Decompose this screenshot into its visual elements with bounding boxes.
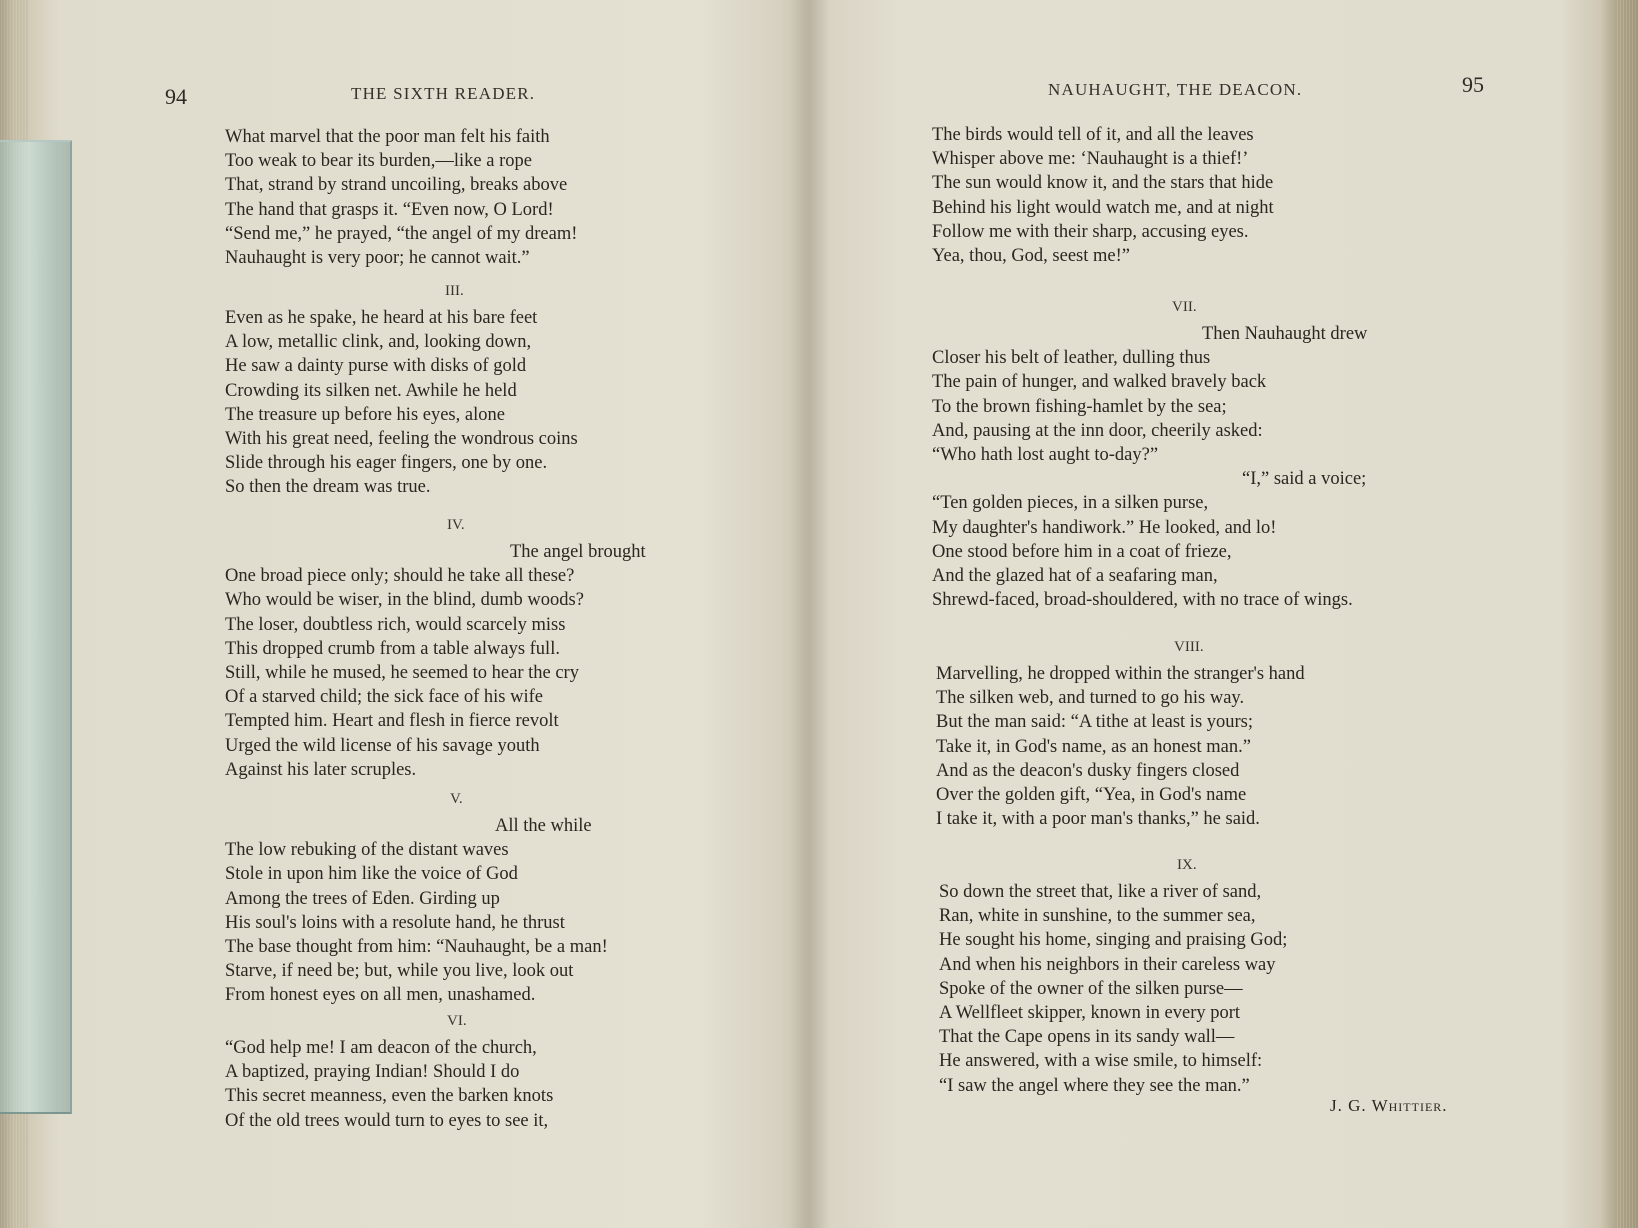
section-numeral: IV.	[447, 517, 465, 533]
section-numeral: VII.	[1172, 299, 1197, 315]
section-numeral: III.	[445, 283, 464, 299]
verse-line: The base thought from him: “Nauhaught, be a man!	[225, 937, 608, 958]
verse-line: The pain of hunger, and walked bravely back	[932, 372, 1267, 393]
right-page	[830, 0, 1638, 1228]
verse-line: Ran, white in sunshine, to the summer sea,	[939, 906, 1256, 927]
verse-line: Slide through his eager fingers, one by one.	[225, 453, 548, 474]
verse-line: Closer his belt of leather, dulling thus	[932, 348, 1211, 369]
verse-line: Stole in upon him like the voice of God	[225, 864, 518, 885]
verse-line: This dropped crumb from a table always full.	[225, 638, 560, 659]
verse-line: Then Nauhaught drew	[1202, 324, 1368, 344]
verse-line: So then the dream was true.	[225, 477, 431, 498]
verse-line: The hand that grasps it. “Even now, O Lord!	[225, 199, 554, 220]
verse-line: Urged the wild license of his savage youth	[225, 735, 540, 756]
verse-line: And, pausing at the inn door, cheerily asked:	[932, 420, 1263, 441]
verse-line: The birds would tell of it, and all the leaves	[932, 125, 1254, 145]
verse-line: With his great need, feeling the wondrous coins	[225, 429, 578, 450]
verse-line: Yea, thou, God, seest me!”	[932, 246, 1130, 267]
verse-line: Of a starved child; the sick face of his wife	[225, 687, 543, 708]
section-numeral: VIII.	[1174, 639, 1204, 655]
verse-line: Among the trees of Eden. Girding up	[225, 888, 500, 909]
section-8	[936, 632, 1305, 831]
verse-line: What marvel that the poor man felt his faith	[225, 127, 550, 147]
section-7	[932, 292, 1367, 612]
page-number-left: 94	[165, 84, 187, 109]
stanza-top-right	[932, 123, 1274, 268]
verse-line: A low, metallic clink, and, looking down,	[225, 332, 532, 353]
running-head-left: THE SIXTH READER.	[351, 84, 536, 103]
verse-line: Starve, if need be; but, while you live, look out	[225, 961, 574, 982]
verse-line: Take it, in God's name, as an honest man.”	[936, 736, 1251, 757]
verse-line: Of the old trees would turn to eyes to see it,	[225, 1110, 549, 1131]
verse-line: “Ten golden pieces, in a silken purse,	[932, 493, 1209, 514]
verse-line: He sought his home, singing and praising God;	[939, 930, 1288, 951]
section-4	[225, 510, 646, 782]
verse-line: A Wellfleet skipper, known in every port	[939, 1003, 1241, 1024]
verse-line: Tempted him. Heart and flesh in fierce revolt	[225, 711, 559, 732]
verse-line: And as the deacon's dusky fingers closed	[936, 760, 1240, 781]
verse-line: This secret meanness, even the barken knots	[225, 1086, 554, 1107]
verse-line: Too weak to bear its burden,—like a rope	[225, 151, 532, 172]
verse-line: “I,” said a voice;	[1242, 469, 1367, 490]
verse-line: All the while	[495, 816, 592, 836]
book-gutter	[790, 0, 830, 1228]
section-5	[225, 784, 608, 1008]
verse-line: The angel brought	[510, 542, 646, 562]
verse-line: Against his later scruples.	[225, 759, 417, 780]
verse-line: The treasure up before his eyes, alone	[225, 404, 505, 425]
verse-line: Behind his light would watch me, and at night	[932, 197, 1274, 218]
verse-line: My daughter's handiwork.” He looked, and lo!	[932, 517, 1277, 538]
verse-line: And the glazed hat of a seafaring man,	[932, 566, 1218, 587]
verse-line: Even as he spake, he heard at his bare feet	[225, 308, 538, 328]
section-9	[939, 850, 1287, 1098]
verse-line: Spoke of the owner of the silken purse—	[939, 978, 1243, 999]
verse-line: Still, while he mused, he seemed to hear the cry	[225, 663, 579, 684]
verse-line: And when his neighbors in their careless way	[939, 954, 1276, 975]
verse-line: That, strand by strand uncoiling, breaks above	[225, 175, 568, 196]
verse-line: “God help me! I am deacon of the church,	[225, 1038, 537, 1058]
running-head-right: NAUHAUGHT, THE DEACON.	[1048, 80, 1303, 99]
verse-line: “I saw the angel where they see the man.”	[939, 1075, 1250, 1096]
section-numeral: IX.	[1177, 857, 1197, 873]
verse-line: That the Cape opens in its sandy wall—	[939, 1027, 1235, 1048]
verse-line: Who would be wiser, in the blind, dumb woods?	[225, 590, 584, 611]
section-numeral: VI.	[447, 1013, 467, 1029]
section-numeral: V.	[450, 791, 463, 807]
verse-line: A baptized, praying Indian! Should I do	[225, 1062, 520, 1083]
verse-line: Over the golden gift, “Yea, in God's name	[936, 785, 1247, 806]
verse-line: Whisper above me: ‘Nauhaught is a thief!’	[932, 149, 1249, 170]
section-3	[225, 276, 578, 500]
verse-line: The silken web, and turned to go his way.	[936, 688, 1245, 709]
page-number-right: 95	[1462, 72, 1484, 97]
section-6	[225, 1006, 553, 1133]
verse-line: I take it, with a poor man's thanks,” he said.	[936, 809, 1260, 830]
verse-line: From honest eyes on all men, unashamed.	[225, 985, 536, 1006]
verse-line: His soul's loins with a resolute hand, he thrust	[225, 912, 565, 933]
verse-line: Nauhaught is very poor; he cannot wait.”	[225, 248, 530, 269]
verse-line: Shrewd-faced, broad-shouldered, with no trace of wings.	[932, 590, 1353, 611]
verse-line: One stood before him in a coat of frieze,	[932, 541, 1232, 562]
verse-line: But the man said: “A tithe at least is yours;	[936, 712, 1254, 733]
verse-line: The low rebuking of the distant waves	[225, 840, 509, 861]
verse-line: The sun would know it, and the stars that hide	[932, 173, 1274, 194]
verse-line: The loser, doubtless rich, would scarcely miss	[225, 614, 566, 635]
verse-line: So down the street that, like a river of sand,	[939, 882, 1262, 902]
left-page	[0, 0, 790, 1228]
stanza-top-left	[225, 125, 577, 270]
verse-line: Marvelling, he dropped within the stranger's hand	[936, 664, 1305, 684]
verse-line: “Who hath lost aught to-day?”	[932, 445, 1159, 466]
verse-line: Follow me with their sharp, accusing eyes.	[932, 221, 1249, 242]
verse-line: To the brown fishing-hamlet by the sea;	[932, 396, 1227, 417]
verse-line: He saw a dainty purse with disks of gold	[225, 356, 527, 377]
verse-line: “Send me,” he prayed, “the angel of my dream!	[225, 223, 578, 244]
verse-line: One broad piece only; should he take all these?	[225, 566, 575, 587]
verse-line: He answered, with a wise smile, to himself:	[939, 1051, 1263, 1072]
author-signature: J. G. Whittier.	[1330, 1096, 1448, 1115]
verse-line: Crowding its silken net. Awhile he held	[225, 380, 517, 401]
